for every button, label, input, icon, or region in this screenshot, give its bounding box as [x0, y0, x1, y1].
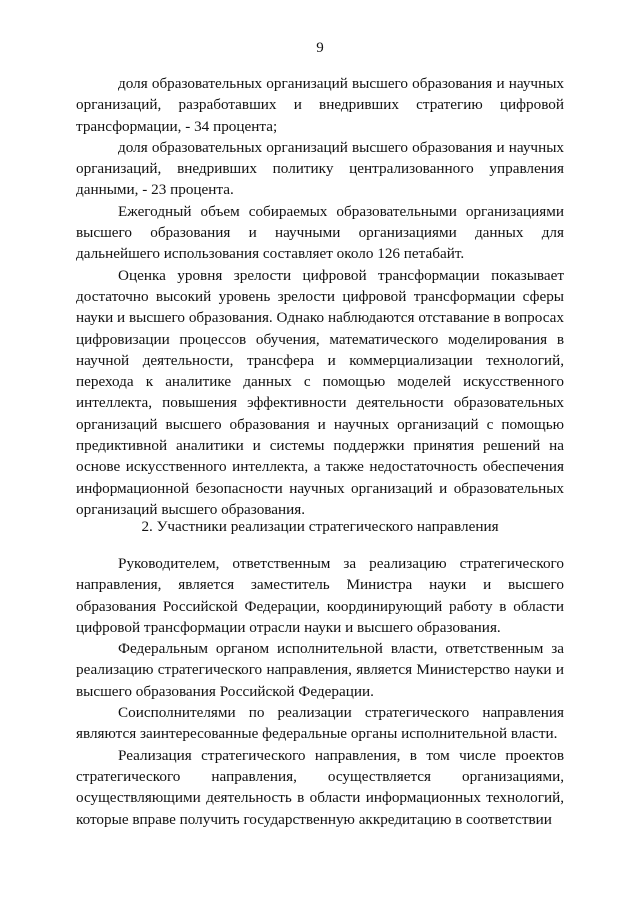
paragraph-implementation: Реализация стратегического направления, в том числе проектов стратегического направления, осуществляется организациями, осуществляющими деятельность в области информационных технологий, которые вправе получить государственную аккредитацию в соответствии	[76, 746, 564, 828]
paragraph-federal-authority: Федеральным органом исполнительной власти, ответственным за реализацию стратегического направления, является Министерство науки и высшего образования Российской Федерации.	[76, 640, 564, 700]
paragraph-responsible-head: Руководителем, ответственным за реализацию стратегического направления, является заместитель Министра науки и высшего образования Российской Федерации, координирующий работу в области цифровой трансформации отрасли науки и высшего образования.	[76, 555, 564, 636]
section2-body	[76, 553, 564, 830]
paragraph-annual-data-volume: Ежегодный объем собираемых образовательными организациями высшего образования и научными организациями данных для дальнейшего использования составляет около 126 петабайт.	[76, 202, 564, 263]
section2-heading: 2. Участники реализации стратегического направления	[141, 518, 499, 535]
section1-body	[76, 73, 564, 520]
paragraph-co-executors: Соисполнителями по реализации стратегического направления являются заинтересованные федеральные органы исполнительной власти.	[76, 704, 564, 743]
paragraph-research-strategy-share: доля образовательных организаций высшего образования и научных организаций, разработавших и внедривших стратегию цифровой трансформации, - 34 процента;	[76, 75, 564, 135]
paragraph-data-governance-share: доля образовательных организаций высшего образования и научных организаций, внедривших политику централизованного управления данными, - 23 процента.	[76, 138, 564, 199]
paragraph-maturity-assessment: Оценка уровня зрелости цифровой трансформации показывает достаточно высокий уровень зрелости цифровой трансформации сферы науки и высшего образования. Однако наблюдаются отставание в вопросах цифровизации процессов обучения, математического моделирования в научной деятельности, трансфера и коммерциализации технологий, перехода к аналитике данных с помощью моделей искусственного интеллекта, повышения эффективности деятельности образовательных организаций высшего образования и научных организаций с помощью предиктивной аналитики и системы поддержки принятия решений на основе искусственного интеллекта, а также недостаточность обеспечения информационной безопасности научных организаций и образовательных организаций высшего образования.	[76, 266, 564, 518]
page-number: 9	[316, 40, 324, 56]
